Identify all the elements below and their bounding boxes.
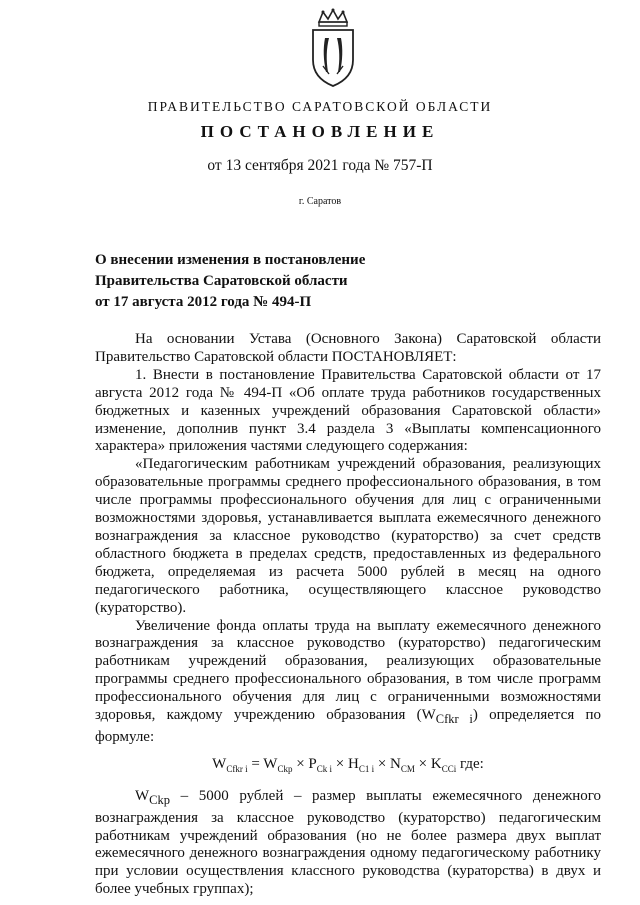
formula-p-sub: Ck i	[316, 763, 333, 774]
government-name: ПРАВИТЕЛЬСТВО САРАТОВСКОЙ ОБЛАСТИ	[147, 99, 493, 114]
paragraph-basis: На основании Устава (Основного Закона) Саратовской области Правительство Саратовской области ПОСТАНОВЛЯЕТ:	[95, 331, 601, 365]
formula-k-sub: CCi	[441, 763, 457, 774]
formula-eq: = W	[247, 755, 278, 772]
para5-sub: Ckp	[149, 792, 171, 807]
paragraph-wckr-definition	[95, 788, 601, 899]
formula-t1: × P	[292, 755, 317, 772]
formula-w-sub: Cfkr i	[226, 763, 248, 774]
paragraph-item-1: 1. Внести в постановление Правительства Саратовской области от 17 августа 2012 года № 494-П «Об оплате труда работников государственных бюджетных и казенных учреждений образования Саратовской области» изменение, дополнив пункт 3.4 раздела 3 «Выплаты компенсационного характера» приложения частями следующего содержания:	[95, 366, 601, 455]
para4-text: Увеличение фонда оплаты труда на выплату ежемесячного денежного вознаграждения за классное руководство (кураторство) педагогическим работникам учреждений образования, реализующих образовательные программы среднего профессионального образования, в том числе программ профессионального обучения для лиц с ограниченными возможностями здоровья, каждому учреждению образования (W	[95, 617, 601, 724]
formula-t3: × N	[374, 755, 401, 772]
paragraph-quote-start: «Педагогическим работникам учреждений образования, реализующих образовательные программы среднего профессионального образования, в том числе программы профессионального обучения для лиц с ограниченными возможностями здоровья, устанавливается выплата ежемесячного денежного вознаграждения за классное руководство (кураторство) за счет средств областного бюджета в пределах средств, предоставленных из федерального бюджета, определяемая из расчета 5000 рублей в месяц на одного педагогического работника, осуществляющего классное руководство (кураторство).	[95, 456, 601, 616]
title-line-3: от 17 августа 2012 года № 494-П	[95, 294, 312, 310]
formula-h-sub: C1 i	[358, 763, 375, 774]
formula	[95, 756, 601, 779]
para5-text: – 5000 рублей – размер выплаты ежемесячного денежного вознаграждения за классное руководство (кураторство) педагогическим работникам учреждений образования (но не более размера двух выплат ежемесячного денежного вознаграждения одному педагогическому работнику при условии осуществления классного руководства (кураторства) в двух и более учебных группах);	[95, 787, 601, 898]
document-body	[95, 331, 601, 899]
document-date-number: от 13 сентября 2021 года № 757-П	[207, 157, 433, 174]
formula-t2: × H	[332, 755, 359, 772]
document-type: ПОСТАНОВЛЕНИЕ	[200, 122, 440, 141]
title-line-1: О внесении изменения в постановление	[95, 252, 366, 268]
paragraph-fund-increase	[95, 618, 601, 747]
formula-n-sub: CM	[400, 763, 415, 774]
formula-w: W	[212, 755, 227, 772]
formula-tail: где:	[456, 755, 484, 772]
para4-subscript: Cfkr i	[435, 712, 473, 727]
document-title	[95, 250, 365, 313]
para4-end: ) определяется по формуле:	[95, 707, 602, 745]
coat-of-arms-icon	[305, 8, 361, 88]
para5-w: W	[135, 787, 150, 804]
formula-t4: × K	[414, 755, 442, 772]
document-city: г. Саратов	[298, 196, 342, 207]
title-line-2: Правительства Саратовской области	[95, 273, 348, 289]
formula-wckr-sub: Ckp	[277, 763, 293, 774]
